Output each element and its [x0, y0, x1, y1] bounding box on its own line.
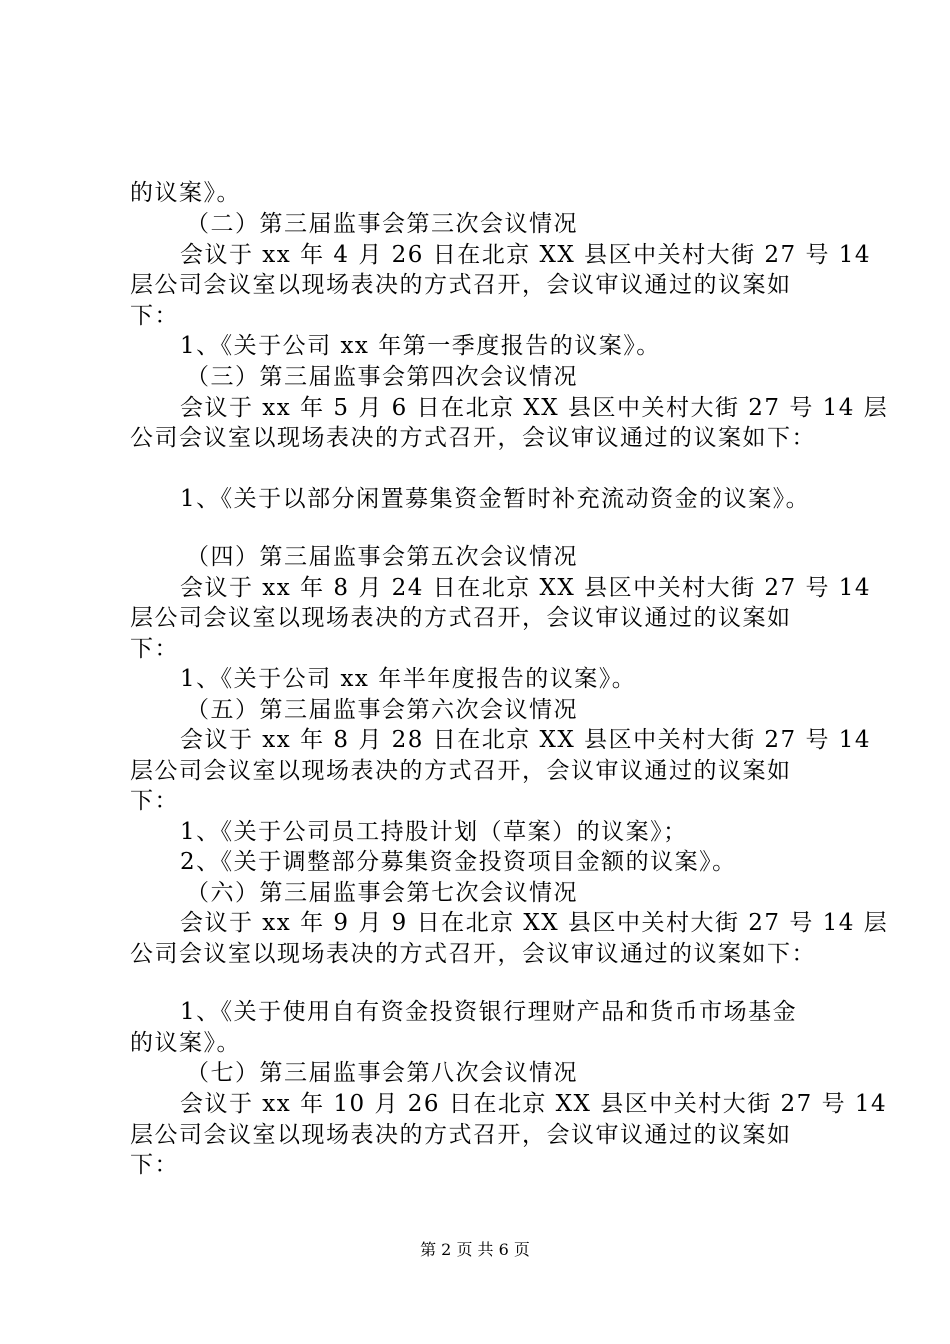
list-item: 2、《关于调整部分募集资金投资项目金额的议案》。 [180, 849, 737, 875]
text-line: 层公司会议室以现场表决的方式召开，会议审议通过的议案如 [130, 758, 792, 784]
list-item: 1、《关于公司 xx 年半年度报告的议案》。 [180, 666, 637, 692]
text-line: 会议于 xx 年 9 月 9 日在北京 XX 县区中关村大街 27 号 14 层 [180, 910, 889, 936]
list-item: 1、《关于使用自有资金投资银行理财产品和货币市场基金 [180, 999, 798, 1025]
text-line: 下： [130, 1152, 179, 1178]
text-line: 下： [130, 303, 179, 329]
text-line: 下： [130, 788, 179, 814]
section-heading: （六）第三届监事会第七次会议情况 [186, 880, 578, 906]
text-line: 层公司会议室以现场表决的方式召开，会议审议通过的议案如 [130, 272, 792, 298]
text-line: 层公司会议室以现场表决的方式召开，会议审议通过的议案如 [130, 605, 792, 631]
text-line: 会议于 xx 年 5 月 6 日在北京 XX 县区中关村大街 27 号 14 层 [180, 395, 889, 421]
text-line: 下： [130, 636, 179, 662]
text-line: 会议于 xx 年 8 月 24 日在北京 XX 县区中关村大街 27 号 14 [180, 575, 872, 601]
list-item: 1、《关于公司 xx 年第一季度报告的议案》。 [180, 333, 661, 359]
text-line: 会议于 xx 年 8 月 28 日在北京 XX 县区中关村大街 27 号 14 [180, 727, 872, 753]
text-line: 的议案》。 [130, 1030, 241, 1056]
section-heading: （二）第三届监事会第三次会议情况 [186, 211, 578, 237]
section-heading: （七）第三届监事会第八次会议情况 [186, 1060, 578, 1086]
text-line: 层公司会议室以现场表决的方式召开，会议审议通过的议案如 [130, 1122, 792, 1148]
list-item: 1、《关于以部分闲置募集资金暂时补充流动资金的议案》。 [180, 486, 811, 512]
page-number-footer: 第 2 页 共 6 页 [420, 1240, 530, 1259]
text-line: 的议案》。 [130, 180, 241, 206]
list-item: 1、《关于公司员工持股计划（草案）的议案》； [180, 819, 688, 845]
section-heading: （三）第三届监事会第四次会议情况 [186, 364, 578, 390]
section-heading: （五）第三届监事会第六次会议情况 [186, 697, 578, 723]
text-line: 会议于 xx 年 4 月 26 日在北京 XX 县区中关村大街 27 号 14 [180, 242, 872, 268]
text-line: 公司会议室以现场表决的方式召开，会议审议通过的议案如下： [130, 941, 816, 967]
section-heading: （四）第三届监事会第五次会议情况 [186, 544, 578, 570]
text-line: 会议于 xx 年 10 月 26 日在北京 XX 县区中关村大街 27 号 14 [180, 1091, 888, 1117]
text-line: 公司会议室以现场表决的方式召开，会议审议通过的议案如下： [130, 425, 816, 451]
